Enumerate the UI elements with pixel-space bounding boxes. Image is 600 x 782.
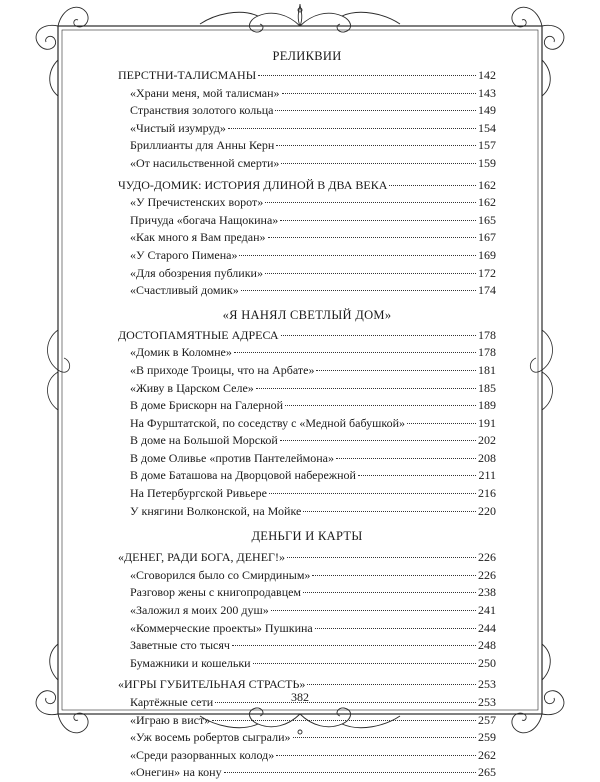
- corner-scroll-top-left: [36, 7, 88, 96]
- chapter-entry: [118, 549, 496, 567]
- subsection-entry: [118, 137, 496, 155]
- dot-leader: [307, 684, 476, 685]
- subsection-entry-title: «Сговорился было со Смирдиным»: [130, 567, 311, 582]
- dot-leader: [239, 255, 476, 256]
- subsection-entry-page: 226: [478, 567, 496, 582]
- subsection-entry-title: Картёжные сети: [130, 695, 214, 709]
- subsection-entry-title: «Как много я Вам предан»: [130, 230, 266, 245]
- subsection-entry-page: 165: [478, 212, 496, 227]
- subsection-entry-page: 211: [478, 468, 496, 483]
- subsection-entry: [118, 102, 496, 120]
- toc-part: [118, 528, 496, 782]
- subsection-entry-title: «У Старого Пимена»: [130, 247, 238, 262]
- subsection-entry-page: 178: [478, 345, 496, 360]
- dot-leader: [336, 458, 476, 459]
- subsection-entry-title: «Для обозрения публики»: [130, 265, 263, 280]
- subsection-entry-page: 220: [478, 503, 496, 518]
- subsection-entry-title: «Заложил я моих 200 душ»: [130, 603, 269, 618]
- subsection-entry: [118, 747, 496, 765]
- subsection-entry-page: 202: [478, 433, 496, 448]
- subsection-entry-page: 185: [478, 380, 496, 395]
- subsection-entry-page: 157: [478, 138, 496, 153]
- chapter-entry-title: «ИГРЫ ГУБИТЕЛЬНАЯ СТРАСТЬ»: [118, 677, 306, 692]
- toc-chapter: [118, 549, 496, 672]
- dot-leader: [316, 370, 476, 371]
- subsection-entry-page: 159: [478, 155, 496, 170]
- subsection-entry-title: «В приходе Троицы, что на Арбате»: [130, 362, 315, 377]
- subsection-entry: [118, 155, 496, 173]
- part-heading: «Я НАНЯЛ СВЕТЛЫЙ ДОМ»: [222, 307, 392, 322]
- dot-leader: [241, 290, 476, 291]
- dot-leader: [258, 75, 476, 76]
- subsection-entry-page: 259: [478, 730, 496, 745]
- subsection-entry-page: 181: [478, 362, 496, 377]
- subsection-entry-page: 174: [478, 283, 496, 298]
- subsection-entry: [118, 229, 496, 247]
- subsection-entry-title: «Домик в Коломне»: [130, 345, 232, 360]
- chapter-entry: [118, 327, 496, 345]
- dot-leader: [407, 423, 476, 424]
- subsection-entry: [118, 620, 496, 638]
- chapter-entry: [118, 177, 496, 195]
- top-flourish-ornament: [200, 4, 400, 32]
- subsection-entry-title: «Коммерческие проекты» Пушкина: [130, 620, 313, 635]
- subsection-entry-title: У княгини Волконской, на Мойке: [130, 503, 302, 518]
- toc-part: [118, 48, 496, 300]
- subsection-entry-title: Бумажники и кошельки: [130, 655, 251, 670]
- dot-leader: [281, 163, 476, 164]
- subsection-entry-page: 169: [478, 247, 496, 262]
- subsection-entry: [118, 282, 496, 300]
- dot-leader: [276, 145, 476, 146]
- side-scroll-left: [48, 330, 70, 410]
- corner-scroll-bottom-right: [512, 644, 564, 733]
- subsection-entry-title: «Играю в вист»: [130, 712, 211, 727]
- subsection-entry: [118, 415, 496, 433]
- page-number: 382: [291, 690, 309, 704]
- toc-chapter: [118, 67, 496, 173]
- chapter-entry-title: ЧУДО-ДОМИК: ИСТОРИЯ ДЛИНОЙ В ДВА ВЕКА: [118, 177, 388, 192]
- subsection-entry-title: «Чистый изумруд»: [130, 120, 226, 135]
- dot-leader: [212, 720, 476, 721]
- part-heading: РЕЛИКВИИ: [272, 49, 342, 63]
- dot-leader: [389, 185, 476, 186]
- chapter-entry-page: 253: [478, 677, 496, 692]
- dot-leader: [232, 645, 476, 646]
- dot-leader: [234, 352, 476, 353]
- subsection-entry: [118, 344, 496, 362]
- part-heading: ДЕНЬГИ И КАРТЫ: [251, 529, 363, 544]
- subsection-entry-title: «Храни меня, мой талисман»: [130, 85, 280, 100]
- subsection-entry: [118, 584, 496, 602]
- dot-leader: [275, 110, 476, 111]
- table-of-contents: [118, 48, 496, 782]
- chapter-entry-page: 162: [478, 177, 496, 192]
- subsection-entry-page: 241: [478, 603, 496, 618]
- dot-leader: [281, 335, 476, 336]
- subsection-entry-page: 143: [478, 85, 496, 100]
- subsection-entry-page: 265: [478, 765, 496, 780]
- dot-leader: [256, 388, 476, 389]
- subsection-entry: [118, 120, 496, 138]
- subsection-entry: [118, 567, 496, 585]
- subsection-entry-page: 191: [478, 415, 496, 430]
- subsection-entry-title: Странствия золотого кольца: [130, 103, 274, 118]
- chapter-entry-title: «ДЕНЕГ, РАДИ БОГА, ДЕНЕГ!»: [118, 550, 285, 565]
- corner-scroll-bottom-left: [36, 644, 88, 733]
- subsection-entry-title: Заветные сто тысяч: [130, 638, 230, 653]
- subsection-entry: [118, 247, 496, 265]
- subsection-entry-title: В доме Баташова на Дворцовой набережной: [130, 468, 356, 483]
- dot-leader: [303, 511, 476, 512]
- subsection-entry-page: 262: [478, 747, 496, 762]
- subsection-entry: [118, 729, 496, 747]
- subsection-entry-page: 162: [478, 195, 496, 210]
- subsection-entry: [118, 712, 496, 730]
- subsection-entry-title: Разговор жены с книгопродавцем: [130, 585, 302, 600]
- subsection-entry: [118, 485, 496, 503]
- subsection-entry-title: В доме на Большой Морской: [130, 433, 278, 448]
- subsection-entry-page: 216: [478, 486, 496, 501]
- subsection-entry: [118, 85, 496, 103]
- subsection-entry-title: На Фурштатской, по соседству с «Медной бабушкой»: [130, 415, 406, 430]
- chapter-entry: [118, 67, 496, 85]
- subsection-entry: [118, 212, 496, 230]
- subsection-entry-page: 248: [478, 638, 496, 653]
- subsection-entry: [118, 397, 496, 415]
- dot-leader: [276, 755, 476, 756]
- dot-leader: [228, 128, 476, 129]
- subsection-entry-title: «Среди разорванных колод»: [130, 747, 275, 762]
- dot-leader: [253, 663, 476, 664]
- subsection-entry-title: Бриллианты для Анны Керн: [130, 138, 275, 153]
- subsection-entry: [118, 602, 496, 620]
- subsection-entry-page: 172: [478, 265, 496, 280]
- dot-leader: [265, 273, 476, 274]
- dot-leader: [303, 592, 476, 593]
- subsection-entry-title: «От насильственной смерти»: [130, 155, 280, 170]
- subsection-entry: [118, 194, 496, 212]
- dot-leader: [358, 475, 476, 476]
- subsection-entry-page: 250: [478, 655, 496, 670]
- dot-leader: [268, 237, 476, 238]
- subsection-entry-title: На Петербургской Ривьере: [130, 486, 267, 501]
- subsection-entry-title: «Живу в Царском Селе»: [130, 380, 254, 395]
- chapter-entry-title: ПЕРСТНИ-ТАЛИСМАНЫ: [118, 68, 257, 82]
- subsection-entry-page: 244: [478, 620, 496, 635]
- subsection-entry-page: 208: [478, 450, 496, 465]
- dot-leader: [287, 557, 476, 558]
- subsection-entry-title: «Счастливый домик»: [130, 283, 239, 298]
- subsection-entry: [118, 467, 496, 485]
- subsection-entry-page: 253: [478, 695, 496, 709]
- dot-leader: [315, 628, 476, 629]
- subsection-entry-title: Причуда «богача Нащокина»: [130, 212, 279, 227]
- subsection-entry: [118, 655, 496, 673]
- dot-leader: [224, 772, 476, 773]
- dot-leader: [280, 440, 476, 441]
- subsection-entry-title: «Уж восемь робертов сыграли»: [130, 730, 291, 745]
- dot-leader: [271, 610, 476, 611]
- dot-leader: [285, 405, 476, 406]
- subsection-entry-page: 189: [478, 398, 496, 413]
- subsection-entry: [118, 265, 496, 283]
- toc-part: [118, 307, 496, 521]
- toc-chapter: [118, 177, 496, 300]
- dot-leader: [269, 493, 476, 494]
- subsection-entry: [118, 362, 496, 380]
- subsection-entry-title: В доме Оливье «против Пантелеймона»: [130, 450, 334, 465]
- subsection-entry: [118, 637, 496, 655]
- subsection-entry-title: В доме Брискорн на Галерной: [130, 398, 284, 413]
- corner-scroll-top-right: [512, 7, 564, 96]
- subsection-entry-page: 257: [478, 712, 496, 727]
- dot-leader: [280, 220, 476, 221]
- chapter-entry-page: 226: [478, 550, 496, 565]
- subsection-entry-title: «У Пречистенских ворот»: [130, 195, 264, 210]
- subsection-entry-page: 154: [478, 120, 496, 135]
- dot-leader: [312, 575, 476, 576]
- dot-leader: [282, 93, 476, 94]
- chapter-entry-title: ДОСТОПАМЯТНЫЕ АДРЕСА: [118, 327, 279, 342]
- dot-leader: [265, 202, 476, 203]
- subsection-entry: [118, 380, 496, 398]
- dot-leader: [293, 737, 477, 738]
- subsection-entry-page: 238: [478, 585, 496, 600]
- chapter-entry-page: 142: [478, 68, 496, 82]
- subsection-entry-page: 167: [478, 230, 496, 245]
- subsection-entry: [118, 450, 496, 468]
- subsection-entry-title: «Онегин» на кону: [130, 765, 222, 780]
- subsection-entry-page: 149: [478, 103, 496, 118]
- subsection-entry: [118, 432, 496, 450]
- subsection-entry: [118, 764, 496, 782]
- subsection-entry: [118, 503, 496, 521]
- chapter-entry-page: 178: [478, 327, 496, 342]
- side-scroll-right: [530, 330, 552, 410]
- toc-chapter: [118, 327, 496, 521]
